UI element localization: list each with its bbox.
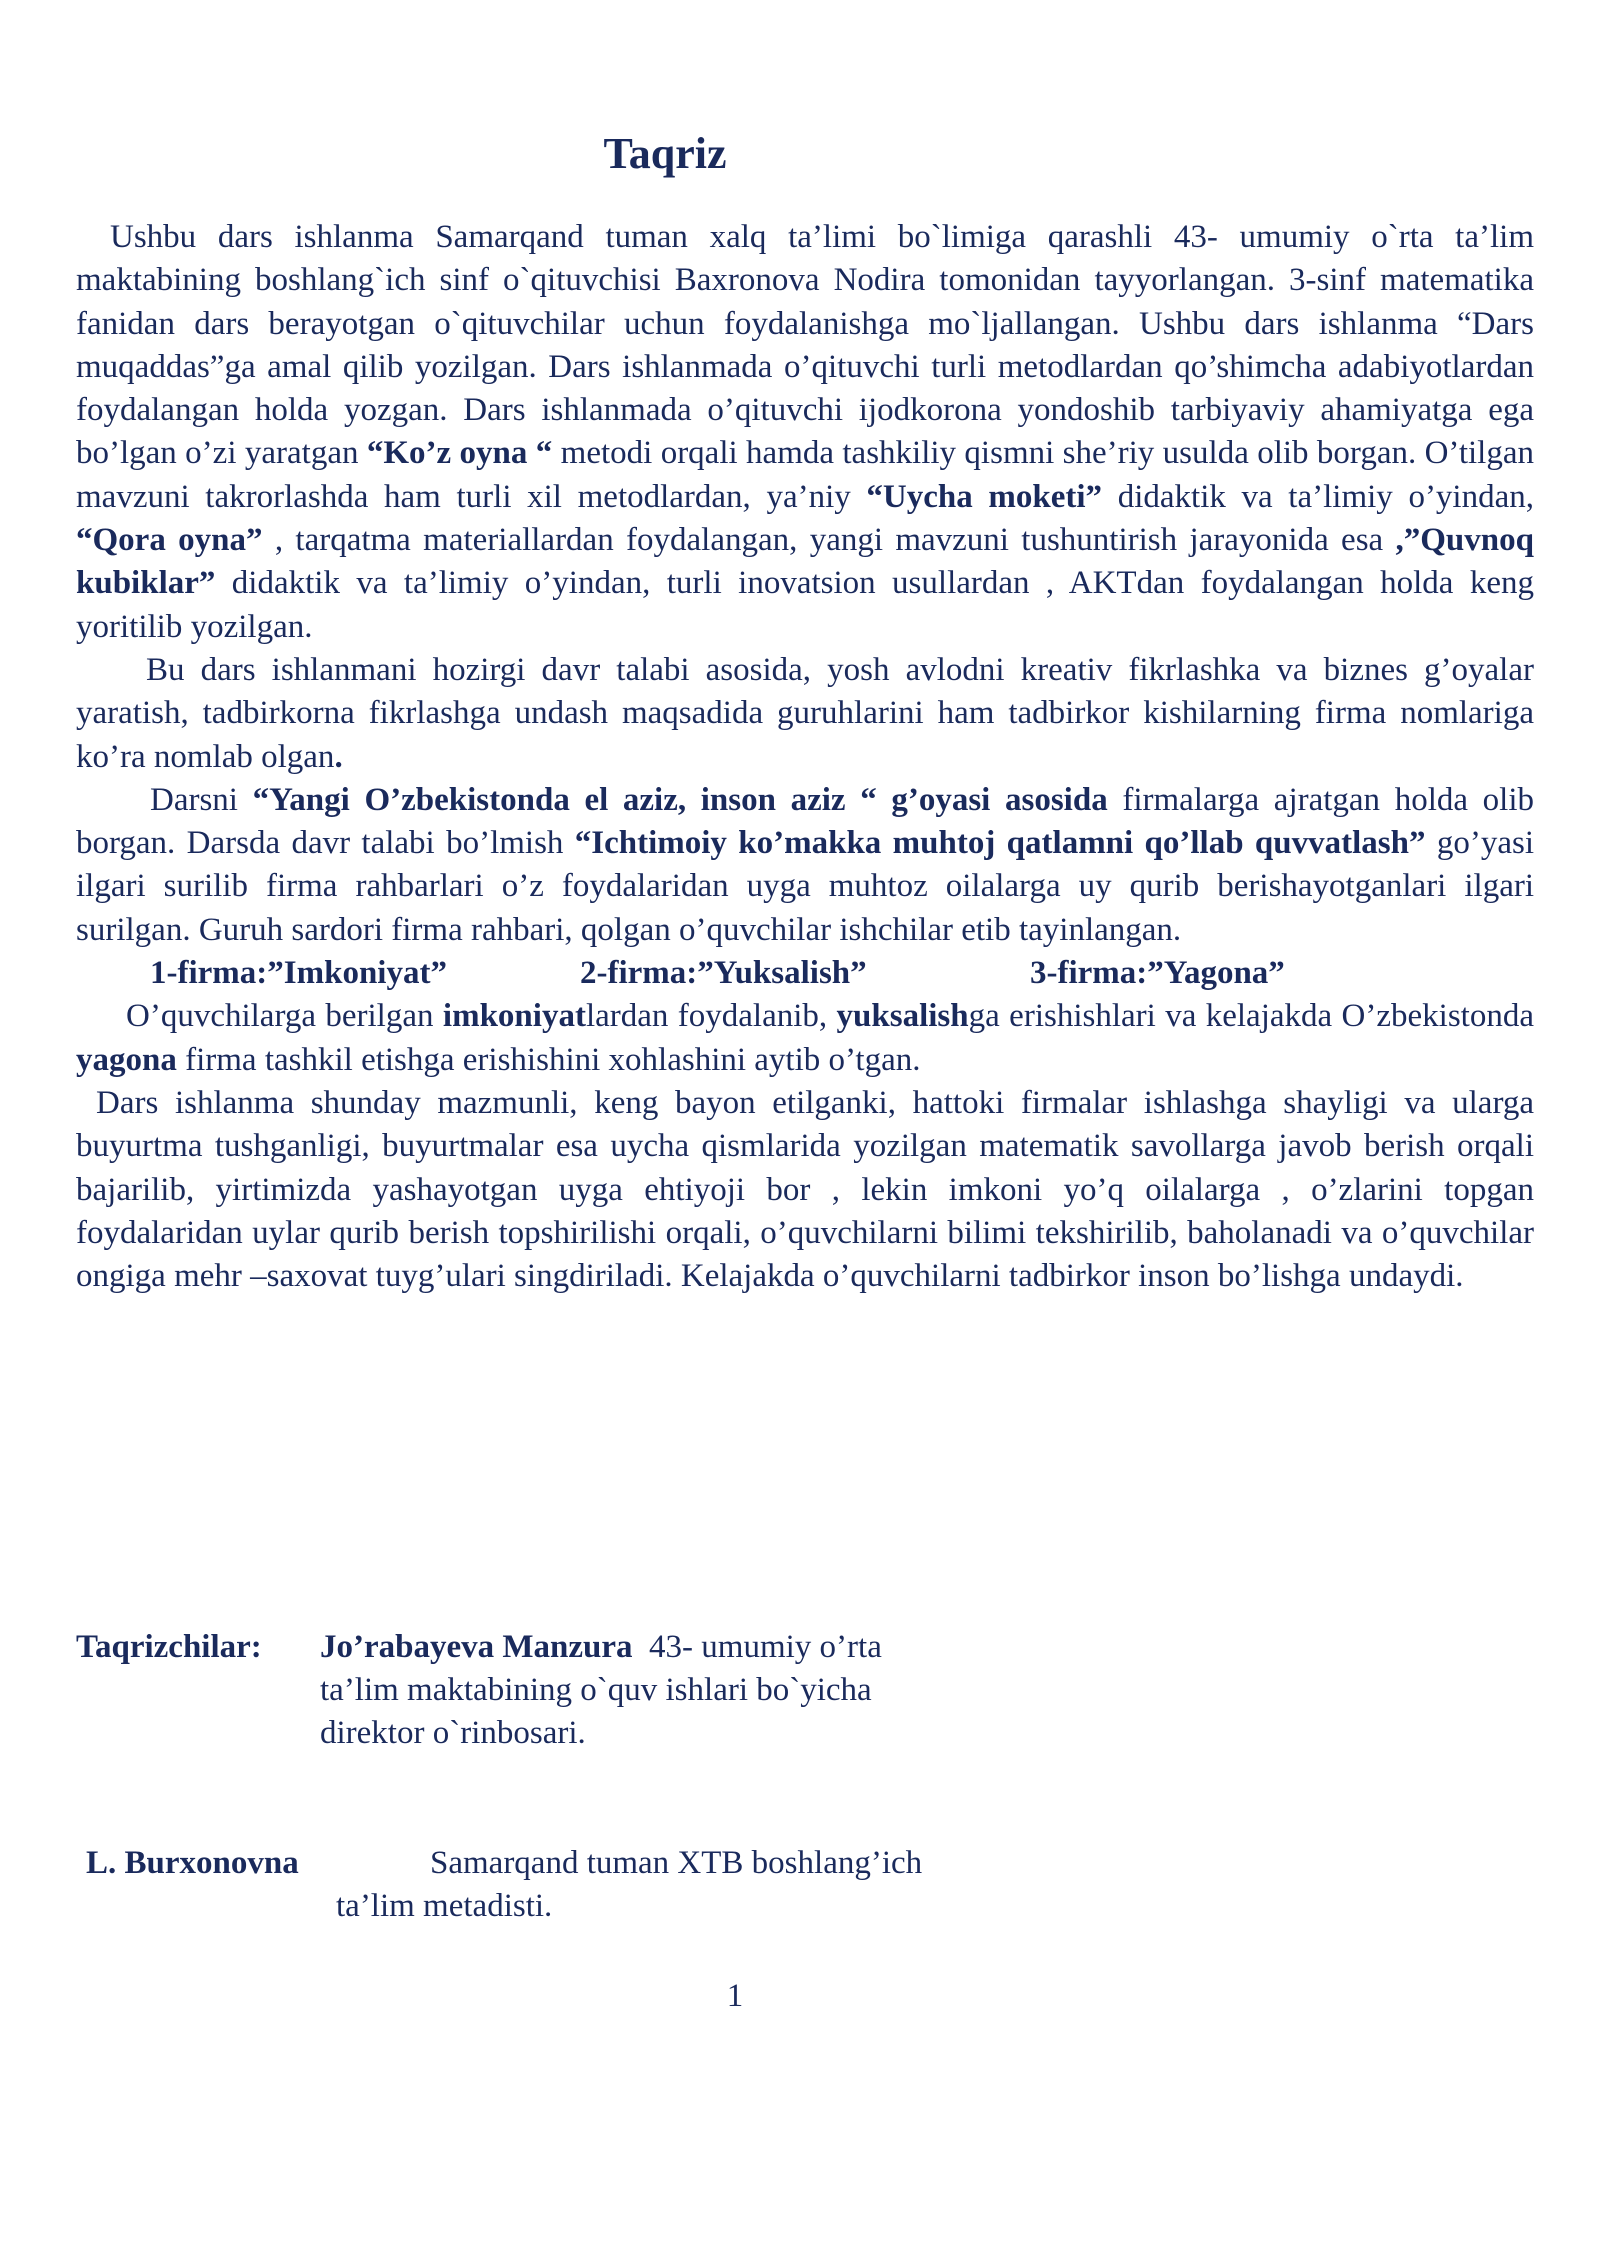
- text: Bu dars ishlanmani hozirgi davr talabi asosida, yosh avlodni kreativ fikrlashka va biznes g’oyalar yaratish, tadbirkorna fikrlashga undash maqsadida guruhlarini ham tadbirkor kishilarning firma nomlariga ko’ra nomlab olgan: [76, 651, 1534, 775]
- paragraph-2: [76, 649, 1534, 779]
- bold-text: “Yangi O’zbekistonda el aziz, inson aziz “ g’oyasi asosida: [252, 781, 1108, 818]
- text: go’yasi ilgari surilib firma rahbarlari o’z foydalaridan uyga muhtoz oilalarga uy qurib berishayotganlari ilgari surilgan. Guruh sardori firma rahbari, qolgan o’quvchilar ishchilar etib tayinlangan.: [76, 825, 1534, 948]
- text: firmalarga ajratgan holda olib borgan. Darsda davr talabi bo’lmish: [76, 781, 1534, 862]
- text: firma tashkil etishga erishishini xohlashini aytib o’tgan.: [176, 1041, 921, 1078]
- reviewer-1: [320, 1626, 882, 1669]
- bold-text: imkoniyat: [442, 998, 586, 1035]
- text: ga erishishlari va kelajakda O’zbekistonda: [968, 998, 1534, 1035]
- bold-text: “Ko’z oyna “: [366, 435, 553, 472]
- page-number: 1: [726, 1978, 744, 2014]
- paragraph-5: Dars ishlanma shunday mazmunli, keng bayon etilganki, hattoki firmalar ishlashga shayligi va ularga buyurtma tushganligi, buyurtmalar esa uycha qismlarida yozilgan matematik savollarga javob berish orqali bajarilib, yirtimizda yashayotgan uyga ehtiyoji bor , lekin imkoni yo’q oilalarga , o’zlarini topgan foydalaridan uylar qurib berish topshirilishi orqali, o’quvchilarni bilimi tekshirilib, baholanadi va o’quvchilar ongiga mehr –saxovat tuyg’ulari singdiriladi. Kelajakda o’quvchilarni tadbirkor inson bo’lishga undaydi.: [76, 1084, 1534, 1295]
- reviewer-2-position: Samarqand tuman XTB boshlang’ich: [430, 1845, 923, 1881]
- firm-3: 3-firma:”Yagona”: [1030, 955, 1285, 992]
- document-body: [76, 216, 1534, 1298]
- reviewer-1-name: Jo’rabayeva Manzura: [320, 1629, 633, 1665]
- firm-1: 1-firma:”Imkoniyat”: [150, 955, 447, 992]
- text: O’quvchilarga berilgan: [126, 998, 443, 1035]
- reviewer-1-position-3: direktor o`rinbosari.: [320, 1715, 586, 1751]
- text: lardan foydalanib,: [585, 998, 837, 1035]
- reviewer-2-position-2: ta’lim metadisti.: [336, 1888, 553, 1924]
- bold-text: “Uycha moketi”: [866, 478, 1103, 515]
- text: didaktik va ta’limiy o’yindan,: [1102, 478, 1534, 515]
- text: Ushbu dars ishlanma Samarqand tuman xalq ta’limi bo`limiga qarashli 43- umumiy o`rta ta’lim maktabining boshlang`ich sinf o`qituvchisi Baxronova Nodira tomonidan tayyorlangan. 3-sinf matematika fanidan dars berayotgan o`qituvchilar uchun foydalanishga mo`ljallangan. Ushbu dars ishlanma “Dars muqaddas”ga amal qilib yozilgan. Dars ishlanmada o’qituvchi turli metodlardan qo’shimcha adabiyotlardan foydalangan holda yozgan. Dars ishlanmada o’qituvchi ijodkorona yondoshib tarbiyaviy ahamiyatga ega bo’lgan o’zi yaratgan: [76, 219, 1534, 472]
- text: didaktik va ta’limiy o’yindan, turli inovatsion usullardan , AKTdan foydalangan holda keng yoritilib yozilgan.: [76, 565, 1534, 645]
- reviewers-label: Taqrizchilar:: [76, 1629, 262, 1665]
- firm-list: [76, 952, 1534, 995]
- bold-text: ,”Quvnoq kubiklar”: [76, 522, 1534, 602]
- bold-text: “Qora oyna”: [76, 522, 263, 559]
- text: Darsni: [150, 781, 253, 818]
- text: , tarqatma materiallardan foydalangan, yangi mavzuni tushuntirish jarayonida esa: [262, 522, 1396, 559]
- reviewer-1-position: 43- umumiy o’rta: [649, 1629, 882, 1665]
- document-title: Taqriz: [603, 129, 727, 178]
- paragraph-4: [76, 995, 1534, 1082]
- firm-2: 2-firma:”Yuksalish”: [580, 955, 867, 992]
- bold-text: “Ichtimoiy ko’makka muhtoj qatlamni qo’llab quvvatlash”: [574, 825, 1426, 862]
- paragraph-3: [76, 779, 1534, 952]
- bold-text: yagona: [76, 1041, 177, 1078]
- paragraph-1: [76, 216, 1534, 649]
- reviewer-1-position-2: ta’lim maktabining o`quv ishlari bo`yicha: [320, 1672, 872, 1708]
- bold-text: yuksalish: [836, 998, 969, 1035]
- text: metodi orqali hamda tashkiliy qismni she’riy usulda olib borgan. O’tilgan mavzuni takrorlashda ham turli xil metodlardan, ya’niy: [76, 435, 1534, 515]
- reviewer-2-name: L. Burxonovna: [86, 1845, 299, 1881]
- bold-text: .: [334, 738, 343, 775]
